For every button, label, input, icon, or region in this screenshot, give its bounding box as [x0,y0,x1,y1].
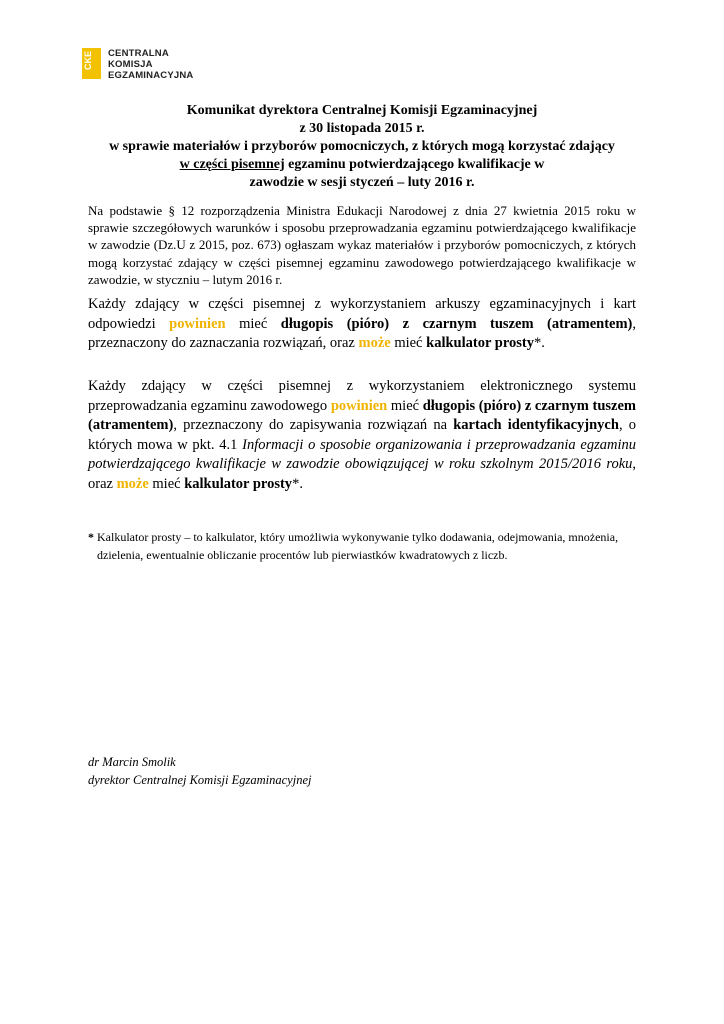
logo-line-3: EGZAMINACYJNA [108,70,194,81]
p2-bold-pen: długopis (pióro) z czarnym tuszem (atramentem) [88,397,636,433]
footnote-line-2: dzielenia, ewentualnie obliczanie procentów lub pierwiastków kwadratowych z liczb. [97,547,508,562]
title-line-4-rest: egzaminu potwierdzającego kwalifikacje w [284,157,545,172]
paragraph-electronic-exam [88,377,636,494]
logo-line-2: KOMISJA [108,59,153,70]
p2-highlight-moze: może [116,475,149,492]
p2-italic-reference: Informacji o sposobie organizowania i przeprowadzania egzaminu potwierdzającego kwalifikacje w zawodzie obowiązującej w roku szkolnym 2015/2016 roku [88,436,636,472]
p1-highlight-moze: może [358,335,391,351]
footnote [88,529,648,564]
p2-text-1: Każdy zdający w części pisemnej z wykorzystaniem elektronicznego systemu przeprowadzania egzaminu zawodowego [88,378,636,414]
p2-text-7: *. [292,475,303,492]
p1-text-5: *. [533,335,545,351]
p2-text-2: mieć [387,397,423,414]
p1-highlight-powinien: powinien [169,315,226,332]
p2-bold-calculator: kalkulator prosty [184,475,293,492]
title-line-4 [88,156,636,174]
p2-bold-cards: kartach identyfikacyjnych [453,417,619,433]
p2-text-4: , o których mowa w pkt. 4.1 [88,417,637,453]
p2-text-6: mieć [148,475,185,492]
footnote-text-1: Kalkulator prosty – to kalkulator, który umożliwia wykonywanie tylko dodawania, odejmowania, mnożenia, [94,530,619,544]
logo-mark-text: CKE [83,51,93,71]
title-line-5: zawodzie w sesji styczeń – luty 2016 r. [249,175,475,190]
logo-line-1: CENTRALNA [108,48,169,59]
footnote-line-1 [88,529,648,547]
p2-text-3: , przeznaczony do zapisywania rozwiązań na [173,417,454,433]
document-title [88,102,636,192]
p1-text-1: Każdy zdający w części pisemnej z wykorzystaniem arkuszy egzaminacyjnych i kart odpowiedzi [88,296,636,332]
title-line-2: z 30 listopada 2015 r. [299,121,425,136]
cke-logo-mark [82,48,101,79]
p2-text-5: , oraz [88,456,636,492]
intro-paragraph: Na podstawie § 12 rozporządzenia Ministra Edukacji Narodowej z dnia 27 kwietnia 2015 roku w sprawie szczegółowych warunków i sposobu przeprowadzania egzaminu potwierdzającego kwalifikacje w zawodzie (Dz.U z 2015, poz. 673) ogłaszam wykaz materiałów i przyborów pomocniczych, z których mogą korzystać zdający w części pisemnej egzaminu zawodowego potwierdzającego kwalifikacje w zawodzie, w styczniu – lutym 2016 r. [88,203,636,287]
title-line-1: Komunikat dyrektora Centralnej Komisji Egzaminacyjnej [186,103,538,118]
footnote-star: * [88,530,94,544]
p1-text-4: mieć [390,335,427,351]
p1-text-3: , przeznaczony do zaznaczania rozwiązań, oraz [88,315,636,351]
p2-highlight-powinien: powinien [330,397,388,414]
logo-text [108,48,193,81]
title-line-3: w sprawie materiałów i przyborów pomocniczych, z których mogą korzystać zdający [109,139,615,154]
signature-name: dr Marcin Smolik [88,755,176,769]
title-underlined-phrase: w części pisemnej [179,157,285,172]
paragraph-paper-exam [88,295,636,354]
signature [88,754,311,789]
cke-logo [82,48,193,81]
p1-bold-pen: długopis (pióro) z czarnym tuszem (atramentem) [280,315,633,332]
signature-role: dyrektor Centralnej Komisji Egzaminacyjnej [88,772,312,787]
p1-bold-calculator: kalkulator prosty [426,335,534,351]
p1-text-2: mieć [225,315,281,332]
